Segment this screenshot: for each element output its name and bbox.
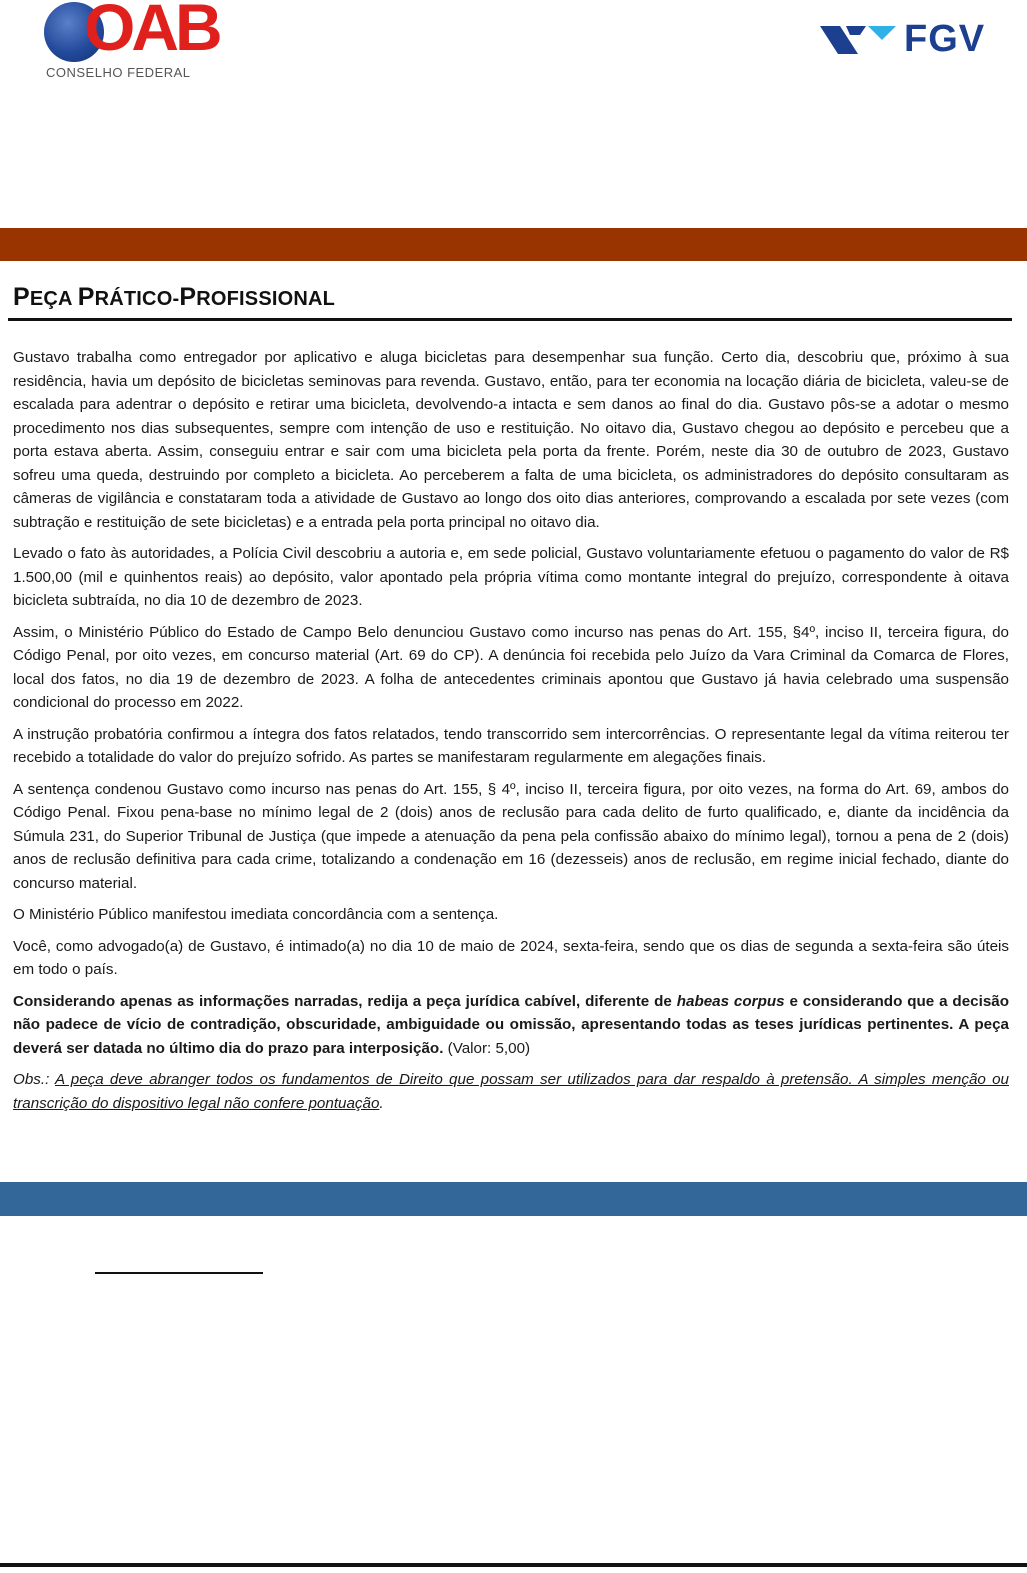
- paragraph-mp: O Ministério Público manifestou imediata concordância com a sentença.: [13, 906, 499, 923]
- question-body: [13, 346, 1009, 1123]
- section-title: PEÇA PRÁTICO-PROFISSIONAL: [13, 283, 336, 311]
- bottom-color-bar: [0, 1182, 1027, 1216]
- question-value: (Valor: 5,00): [443, 1039, 531, 1057]
- habeas-corpus-term: habeas corpus: [676, 992, 785, 1010]
- short-divider: [95, 1272, 263, 1274]
- paragraph-intimacao: Você, como advogado(a) de Gustavo, é intimado(a) no dia 10 de maio de 2024, sexta-feira, sendo que os dias de segunda a sexta-feira são úteis em todo o país.: [13, 937, 1009, 978]
- top-color-bar: [0, 228, 1027, 261]
- paragraph-sentenca: A sentença condenou Gustavo como incurso nas penas do Art. 155, § 4º, inciso II, terceira figura, por oito vezes, na forma do Art. 69, ambos do Código Penal. Fixou pena-base no mínimo legal de 2 (dois) anos de reclusão para cada delito de furto qualificado, e, diante da incidência da Súmula 231, do Superior Tribunal de Justiça (que impede a atenuação da pena pela confissão abaixo do mínimo legal), tornou a pena de 2 (dois) anos de reclusão definitiva para cada crime, totalizando a condenação em 16 (dezesseis) anos de reclusão, em regime inicial fechado, diante do concurso material.: [13, 780, 1009, 892]
- paragraph-instrucao: A instrução probatória confirmou a íntegra dos fatos relatados, tendo transcorrido sem intercorrências. O representante legal da vítima reiterou ter recebido a totalidade do valor do prejuízo sofrido. As partes se manifestaram regularmente em alegações finais.: [13, 725, 1009, 766]
- paragraph-facts: Gustavo trabalha como entregador por aplicativo e aluga bicicletas para desempenhar sua função. Certo dia, descobriu que, próximo à sua residência, havia um depósito de bicicletas seminovas para revenda. Gustavo, então, para ter economia na locação diária de bicicleta, valeu-se de escalada para adentrar o depósito e retirar uma bicicleta, devolvendo-a intacta e sem danos ao final do dia. Gustavo pôs-se a adotar o mesmo procedimento nos dias subsequentes, sempre com intenção de uso e restituição. No oitavo dia, Gustavo chegou ao depósito e percebeu que a porta estava aberta. Assim, conseguiu entrar e sair com uma bicicleta pela porta da frente. Porém, neste dia 30 de outubro de 2023, Gustavo sofreu uma queda, destruindo por completo a bicicleta. Ao perceberem a falta de uma bicicleta, os administradores do depósito consultaram as câmeras de vigilância e constataram toda a atividade de Gustavo ao longo dos oito dias anteriores, comprovando a escalada por sete vezes (com subtração e restituição de sete bicicletas) e a entrada pela porta principal no oitavo dia.: [13, 349, 1009, 531]
- instruction-paragraph: Considerando apenas as informações narradas, redija a peça jurídica cabível, diferente de habeas corpus e considerando que a decisão não padece de vício de contradição, obscuridade, ambiguidade ou omissão, apresentando todas as teses jurídicas pertinentes. A peça deverá ser datada no último dia do prazo para interposição. (Valor: 5,00): [13, 992, 1009, 1057]
- fgv-logo: [820, 18, 1000, 60]
- obs-note: Obs.: A peça deve abranger todos os fundamentos de Direito que possam ser utilizados para dar respaldo à pretensão. A simples menção ou transcrição do dispositivo legal não confere pontuação.: [13, 1071, 1009, 1112]
- oab-logo: [40, 0, 219, 84]
- obs-label: Obs.:: [13, 1071, 50, 1088]
- page-header: [0, 0, 1027, 100]
- page-bottom-rule: [0, 1563, 1027, 1567]
- paragraph-police: Levado o fato às autoridades, a Polícia Civil descobriu a autoria e, em sede policial, Gustavo voluntariamente efetuou o pagamento do valor de R$ 1.500,00 (mil e quinhentos reais) ao depósito, valor apontado pela própria vítima como montante integral do prejuízo, correspondente à oitava bicicleta subtraída, no dia 10 de dezembro de 2023.: [13, 545, 1009, 609]
- oab-logo-letters: OAB: [84, 0, 219, 64]
- title-underline: [8, 318, 1012, 321]
- paragraph-denuncia: Assim, o Ministério Público do Estado de Campo Belo denunciou Gustavo como incurso nas penas do Art. 155, §4º, inciso II, terceira figura, do Código Penal, por oito vezes, em concurso material (Art. 69 do CP). A denúncia foi recebida pelo Juízo da Vara Criminal da Comarca de Flores, local dos fatos, no dia 19 de dezembro de 2023. A folha de antecedentes criminais apontou que Gustavo já havia celebrado uma suspensão condicional do processo em 2022.: [13, 623, 1009, 711]
- oab-subtitle: CONSELHO FEDERAL: [46, 65, 191, 80]
- fgv-logo-text: FGV: [904, 18, 986, 60]
- obs-text: A peça deve abranger todos os fundamentos de Direito que possam ser utilizados para dar respaldo à pretensão. A simples menção ou transcrição do dispositivo legal não confere pontuação: [13, 1071, 1009, 1112]
- fgv-chevron-icon: [820, 24, 900, 58]
